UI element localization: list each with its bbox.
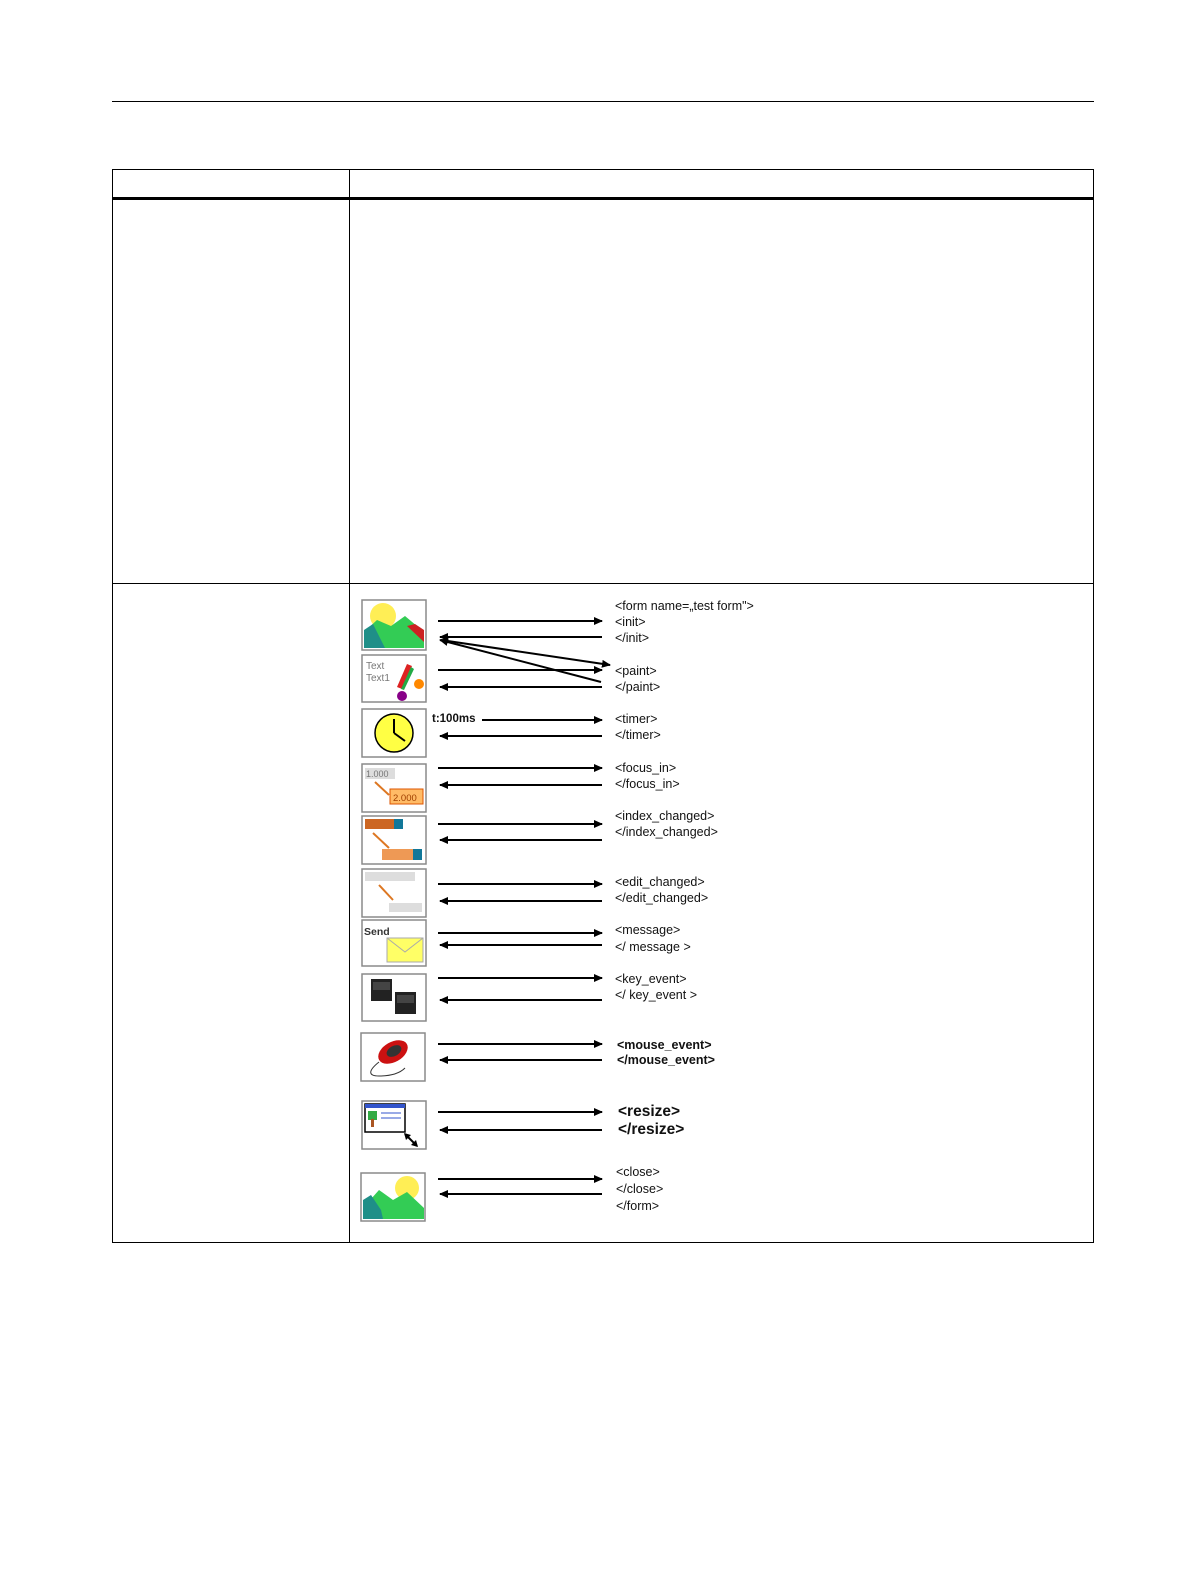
table-column-divider bbox=[349, 169, 350, 1243]
event-arrows bbox=[438, 621, 610, 1194]
event-index-changed-open: <index_changed> bbox=[615, 809, 715, 823]
event-timer-open: <timer> bbox=[615, 712, 658, 726]
event-mouse-event-close: </mouse_event> bbox=[617, 1053, 715, 1067]
clock-icon bbox=[362, 709, 426, 757]
header-cell-2 bbox=[356, 174, 1086, 194]
header-cell-1 bbox=[118, 174, 343, 194]
index-changed-icon bbox=[362, 816, 426, 864]
row1-cell-1 bbox=[118, 205, 343, 575]
event-paint-close: </paint> bbox=[615, 680, 661, 694]
event-close-close: </close> bbox=[616, 1182, 664, 1196]
mouse-icon bbox=[361, 1033, 425, 1081]
focus-icon-value2: 2.000 bbox=[393, 793, 417, 804]
focus-icon-value1: 1.000 bbox=[366, 769, 389, 779]
paint-icon-text1: Text bbox=[366, 661, 385, 672]
event-timer-close: </timer> bbox=[615, 728, 661, 742]
edit-changed-icon bbox=[362, 869, 426, 917]
event-form-close: </form> bbox=[616, 1199, 660, 1213]
event-focus-in-open: <focus_in> bbox=[615, 761, 677, 775]
table-row-rule bbox=[112, 583, 1094, 584]
event-resize-close: </resize> bbox=[618, 1121, 685, 1138]
event-sequence-diagram bbox=[355, 590, 1090, 1235]
event-resize-open: <resize> bbox=[618, 1103, 681, 1120]
diagram-graphics bbox=[355, 590, 1090, 1235]
paint-icon-text2: Text1 bbox=[366, 673, 390, 684]
event-init-open: <init> bbox=[615, 615, 646, 629]
event-message-close: </ message > bbox=[615, 940, 691, 954]
timer-interval-label: t:100ms bbox=[432, 713, 476, 725]
resize-icon bbox=[362, 1101, 426, 1149]
row2-cell-1 bbox=[118, 590, 343, 1230]
event-focus-in-close: </focus_in> bbox=[615, 777, 680, 791]
focus-in-icon bbox=[362, 764, 426, 812]
envelope-icon-label: Send bbox=[364, 926, 390, 938]
event-mouse-event-open: <mouse_event> bbox=[617, 1038, 712, 1052]
event-key-event-close: </ key_event > bbox=[615, 988, 698, 1002]
keyboard-keys-icon bbox=[362, 974, 426, 1021]
paint-icon bbox=[362, 655, 426, 702]
event-edit-changed-close: </edit_changed> bbox=[615, 891, 709, 905]
event-init-close: </init> bbox=[615, 631, 650, 645]
event-message-open: <message> bbox=[615, 923, 681, 937]
event-index-changed-close: </index_changed> bbox=[615, 825, 718, 839]
event-edit-changed-open: <edit_changed> bbox=[615, 875, 705, 889]
event-key-event-open: <key_event> bbox=[615, 972, 687, 986]
event-form-open: <form name=„test form"> bbox=[615, 599, 754, 613]
landscape-icon bbox=[362, 600, 426, 650]
table-header-rule bbox=[112, 197, 1094, 200]
event-paint-open: <paint> bbox=[615, 664, 657, 678]
envelope-icon bbox=[362, 920, 426, 966]
row1-cell-2 bbox=[356, 205, 1086, 575]
page-top-rule bbox=[112, 101, 1094, 102]
event-close-open: <close> bbox=[616, 1165, 660, 1179]
landscape-close-icon bbox=[361, 1173, 425, 1221]
